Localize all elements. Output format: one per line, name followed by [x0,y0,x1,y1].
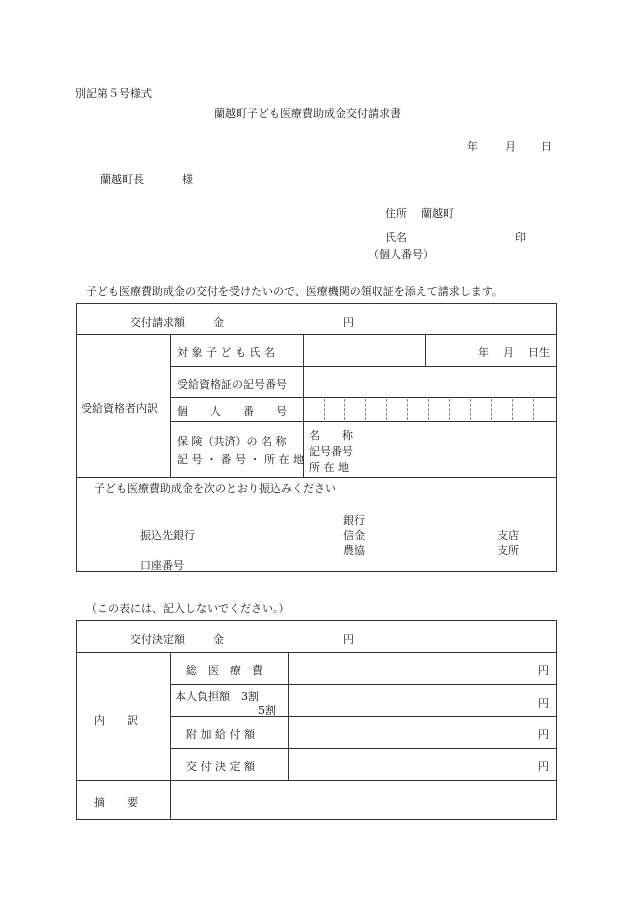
self-pay-label-5: 5割 [258,704,276,717]
decision-table [76,620,557,820]
date-year-label: 年 [467,140,478,153]
office-use-note: （この表には、記入しないでください。） [86,602,290,615]
additional-benefit-label: 附 加 給 付 額 [186,728,255,741]
child-name-label: 対 象 子 ど も 氏 名 [177,346,275,359]
form-number: 別記第５号様式 [75,87,152,100]
birth-year-label: 年 [478,346,489,359]
personal-number-label: 個 人 番 号 [177,405,287,418]
decision-amount-label: 交付決定額 [130,633,185,646]
bank-type-bank: 銀行 [343,514,365,527]
insurance-name-label: 名 称 [309,429,353,442]
self-pay-label: 本人負担額 3割 [175,690,259,703]
additional-benefit-yen: 円 [538,728,549,741]
request-amount-yen: 円 [343,316,354,329]
date-day-label: 日 [541,140,552,153]
insurance-address-label: 所 在 地 [309,461,349,474]
addressee-name: 蘭越町長 [100,173,144,186]
transfer-bank-label: 振込先銀行 [140,529,195,542]
birth-month-label: 月 [503,346,514,359]
decision-total-yen: 円 [538,760,549,773]
decision-amount-kin: 金 [213,633,224,646]
branch-label-2: 支所 [497,544,519,557]
transfer-instruction: 子ども医療費助成金を次のとおり振込みください [94,482,336,495]
birth-day-label: 日生 [528,346,550,359]
insurance-label-line1: 保 険（共済）の 名 称 [177,435,287,448]
total-medical-cost-yen: 円 [538,664,549,677]
account-number-label: 口座番号 [140,559,184,572]
self-pay-yen: 円 [538,697,549,710]
applicant-name-label: 氏名 [385,231,407,244]
decision-amount-yen: 円 [343,633,354,646]
recipient-group-label: 受給資格者内訳 [81,402,158,415]
date-month-label: 月 [505,140,516,153]
certificate-number-label: 受給資格証の記号番号 [177,378,287,391]
applicant-address-value: 蘭越町 [421,207,454,220]
applicant-personal-number-label: （個人番号） [368,248,434,261]
addressee-honorific: 様 [182,173,193,186]
request-statement: 子ども医療費助成金の交付を受けたいので、医療機関の領収証を添えて請求します。 [86,285,503,298]
bank-type-shinkin: 信金 [343,529,365,542]
breakdown-label: 内 訳 [94,714,138,727]
form-title: 蘭越町子ども医療費助成金交付請求書 [214,107,401,120]
insurance-label-line2: 記 号 ・ 番 号 ・ 所 在 地 [177,453,304,466]
seal-mark: 印 [515,231,526,244]
branch-label: 支店 [497,529,519,542]
total-medical-cost-label: 総 医 療 費 [186,664,263,677]
request-amount-kin: 金 [213,316,224,329]
applicant-address-label: 住所 [385,207,407,220]
decision-total-label: 交 付 決 定 額 [186,760,255,773]
bank-type-nokyo: 農協 [343,544,365,557]
request-amount-label: 交付請求額 [130,316,185,329]
remarks-label: 摘 要 [94,796,138,809]
insurance-code-label: 記号番号 [309,445,353,458]
